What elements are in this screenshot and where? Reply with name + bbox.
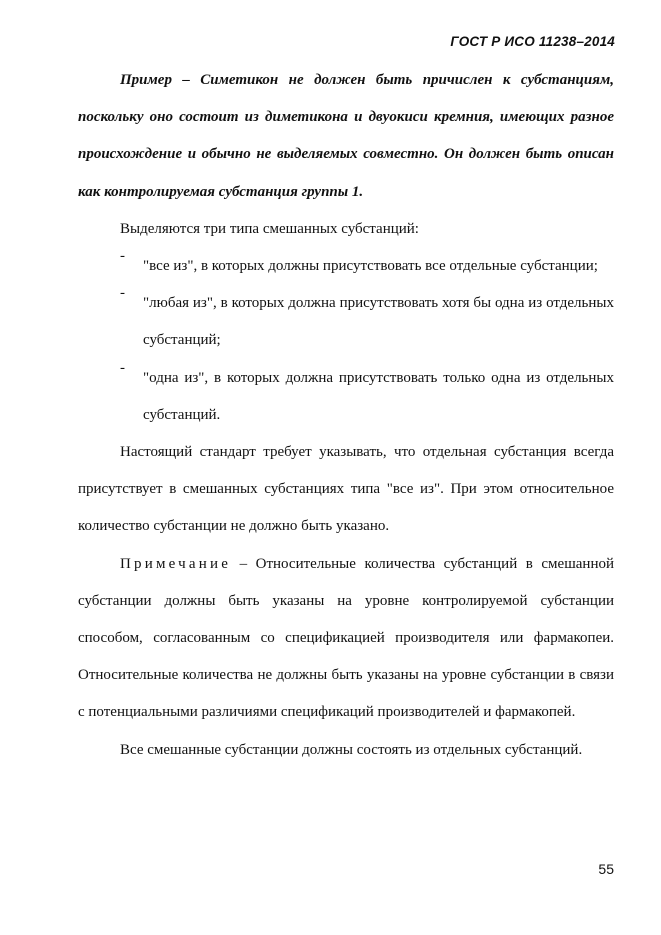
example-paragraph: Пример – Симетикон не должен быть причислен к субстанциям, поскольку оно состоит из диметикона и двуокиси кремния, имеющих разное происхождение и обычно не выделяемых совместно. Он должен быть описан как контролируемая субстанция группы 1.	[78, 72, 614, 200]
standard-paragraph: Настоящий стандарт требует указывать, что отдельная субстанция всегда присутствует в смешанных субстанциях типа "все из". При этом относительное количество субстанции не должно быть указано.	[78, 444, 614, 535]
list-item	[78, 360, 614, 434]
list-item	[78, 248, 614, 285]
list-item-text: "одна из", в которых должна присутствовать только одна из отдельных субстанций.	[143, 369, 614, 423]
list-dash: -	[120, 359, 125, 376]
list-dash: -	[120, 285, 125, 302]
note-paragraph	[78, 546, 614, 732]
list-item-text: "все из", в которых должны присутствовать все отдельные субстанции;	[143, 258, 598, 275]
note-label: Примечание	[120, 555, 232, 572]
page-body	[78, 62, 614, 769]
list-item	[78, 285, 614, 359]
list-dash: -	[120, 248, 125, 265]
list-item-text: "любая из", в которых должна присутствовать хотя бы одна из отдельных субстанций;	[143, 295, 614, 349]
types-intro: Выделяются три типа смешанных субстанций:	[120, 220, 419, 237]
final-paragraph: Все смешанные субстанции должны состоять из отдельных субстанций.	[120, 741, 583, 758]
page-number: 55	[598, 861, 614, 877]
document-header: ГОСТ Р ИСО 11238–2014	[450, 34, 615, 49]
note-text: – Относительные количества субстанций в смешанной субстанции должны быть указаны на уровне контролируемой субстанции способом, согласованным со спецификацией производителя или фармакопеи. Относительные количества не должны быть указаны на уровне субстанции в связи с потенциальными различиями спецификаций производителей и фармакопей.	[78, 555, 614, 721]
